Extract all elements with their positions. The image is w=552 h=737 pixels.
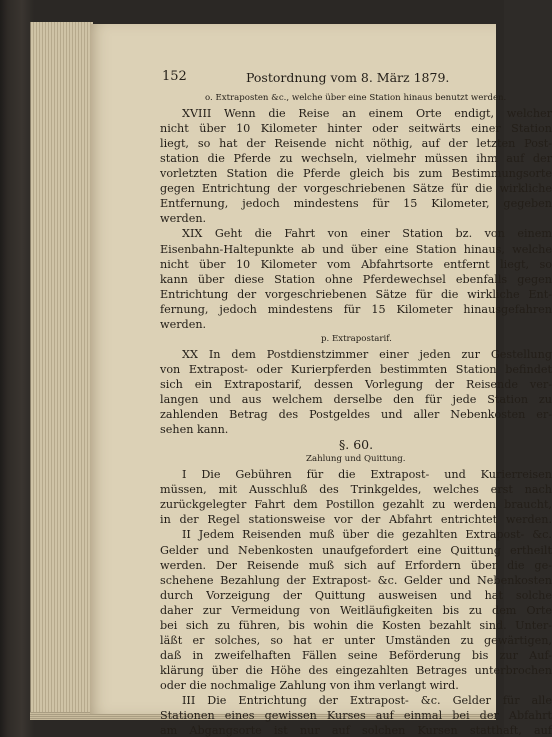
- text-line: fernung, jedoch mindestens für 15 Kilometer hinausgefahren: [160, 302, 552, 316]
- text-line: klärung über die Höhe des eingezahlten Betrages unterbrochen: [160, 663, 552, 677]
- text-line: läßt er solches, so hat er unter Umständen zu gewärtigen,: [160, 633, 552, 647]
- text-line: werden.: [160, 317, 207, 331]
- text-line: müssen, mit Ausschluß des Trinkgeldes, welches erst nach: [160, 483, 552, 497]
- text-line: XIX Geht die Fahrt von einer Station bz. von einem: [182, 227, 552, 241]
- page-number: 152: [162, 69, 187, 84]
- text-line: in der Regel stationsweise vor der Abfahrt entrichtet werden.: [160, 513, 552, 527]
- text-line: zurückgelegter Fahrt dem Postillon gezahlt zu werden braucht,: [160, 498, 552, 512]
- running-title: Postordnung vom 8. März 1879.: [246, 70, 450, 85]
- page-stack-edge: [30, 22, 93, 716]
- text-line: Eisenbahn-Haltepunkte ab und über eine Station hinaus, welche: [160, 242, 552, 256]
- text-line: XVIII Wenn die Reise an einem Orte endigt, welcher: [182, 107, 552, 121]
- text-line: Zahlung und Quittung.: [306, 454, 406, 465]
- text-line: langen und aus welchem derselbe den für jede Station zu: [160, 393, 552, 406]
- page-content: [90, 24, 552, 737]
- text-line: gegen Entrichtung der vorgeschriebenen Sätze für die wirkliche: [160, 182, 552, 196]
- text-line: daher zur Vermeidung von Weitläufigkeiten bis zu dem Orte: [160, 603, 552, 617]
- text-line: werden.: [160, 212, 207, 226]
- text-line: Gelder und Nebenkosten unaufgefordert eine Quittung ertheilt: [160, 543, 552, 557]
- text-line: Entrichtung der vorgeschriebenen Sätze für die wirkliche Ent-: [160, 287, 552, 301]
- text-line: p. Extrapostarif.: [321, 333, 392, 344]
- text-line: XX In dem Postdienstzimmer einer jeden zur Gestellung: [182, 347, 552, 361]
- text-line: vorletzten Station die Pferde gleich bis zum Bestimmungsorte: [160, 167, 552, 181]
- text-line: I Die Gebühren für die Extrapost- und Kurierreisen: [182, 468, 552, 482]
- text-line: oder die nochmalige Zahlung von ihm verlangt wird.: [160, 678, 459, 692]
- text-line: sehen kann.: [160, 423, 229, 437]
- text-line: III Die Entrichtung der Extrapost- &c. Gelder für alle: [182, 694, 552, 707]
- book-page: [90, 24, 552, 737]
- text-line: Entfernung, jedoch mindestens für 15 Kilometer, gegeben: [160, 197, 552, 211]
- text-line: o. Extraposten &c., welche über eine Station hinaus benutzt werden.: [205, 93, 507, 103]
- text-line: nicht über 10 Kilometer hinter oder seitwärts einer Station: [160, 122, 552, 136]
- text-line: schehene Bezahlung der Extrapost- &c. Gelder und Nebenkosten: [160, 573, 552, 587]
- text-line: daß in zweifelhaften Fällen seine Beförderung bis zur Auf-: [160, 648, 552, 662]
- text-line: zahlenden Betrag des Postgeldes und aller Nebenkosten er-: [160, 408, 552, 422]
- text-line: liegt, so hat der Reisende nicht nöthig, auf der letzten Post-: [160, 137, 552, 151]
- text-line: kann über diese Station ohne Pferdewechsel ebenfalls gegen: [160, 272, 552, 286]
- text-line: bei sich zu führen, bis wohin die Kosten bezahlt sind. Unter-: [160, 618, 552, 632]
- text-line: werden. Der Reisende muß sich auf Erfordern über die ge-: [160, 558, 552, 572]
- text-line: II Jedem Reisenden muß über die gezahlten Extrapost- &c.: [182, 528, 552, 542]
- text-line: station die Pferde zu wechseln, vielmehr müssen ihm auf der: [160, 152, 552, 166]
- text-line: von Extrapost- oder Kurierpferden bestimmten Station befindet: [160, 362, 552, 376]
- text-line: Stationen eines gewissen Kurses auf einmal bei der Abfahrt: [160, 709, 552, 723]
- text-line: durch Vorzeigung der Quittung ausweisen und hat solche: [160, 588, 552, 602]
- text-line: sich ein Extrapostarif, dessen Vorlegung der Reisende ver-: [160, 377, 552, 391]
- text-line: nicht über 10 Kilometer vom Abfahrtsorte entfernt liegt, so: [160, 257, 552, 271]
- text-line: am Abgangsorte ist nur auf solchen Kursen statthaft, auf: [160, 724, 552, 737]
- text-line: §. 60.: [339, 437, 374, 453]
